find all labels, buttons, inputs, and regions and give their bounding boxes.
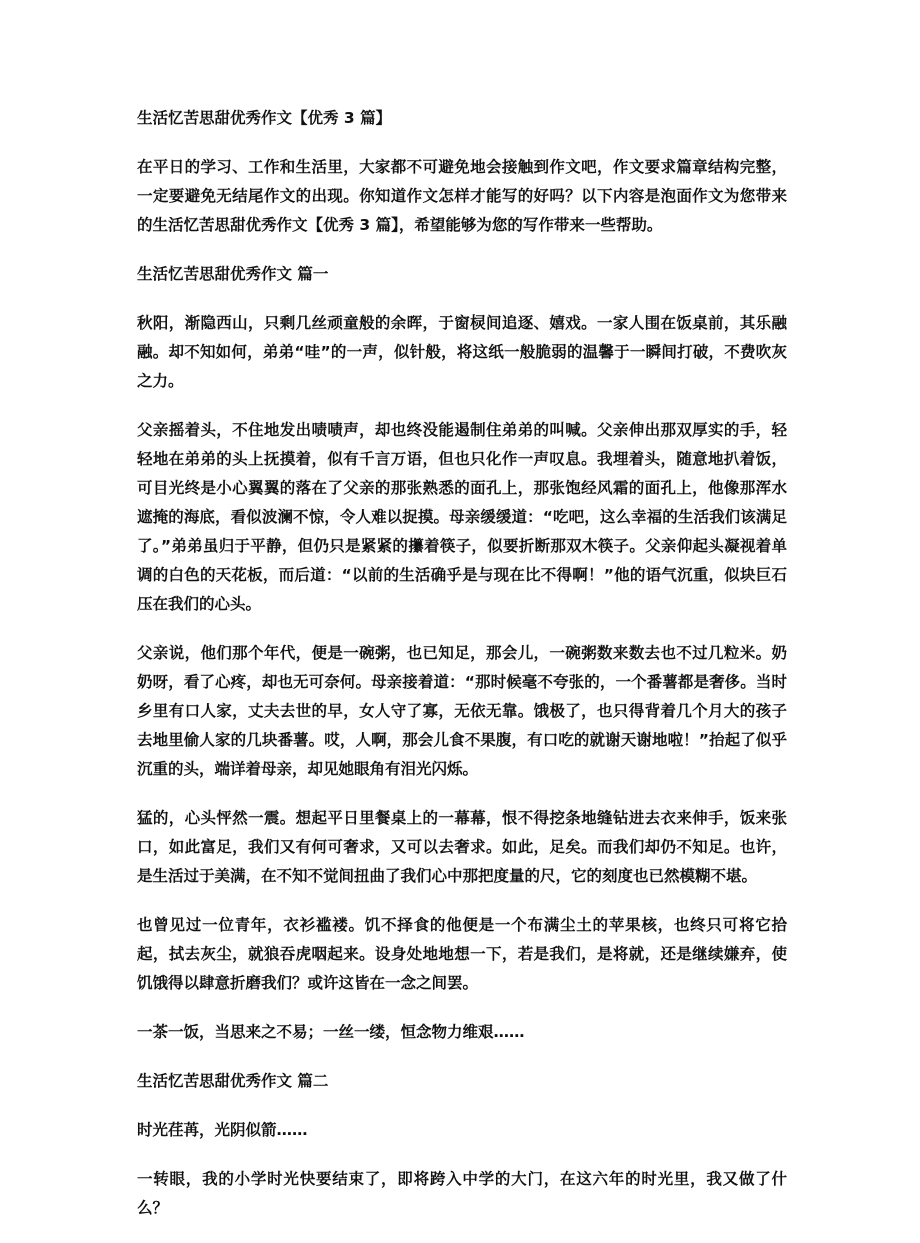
section-1-paragraph: 父亲摇着头，不住地发出啧啧声，却也终没能遏制住弟弟的叫喊。父亲伸出那双厚实的手，轻轻地在弟弟的头上抚摸着，似有千言万语，但也只化作一声叹息。我埋着头，随意地扒着饭，可目光终是小心翼翼的落在了父亲的那张熟悉的面孔上，那张饱经风霜的面孔上，他像那浑水遮掩的海底，看似波澜不惊，令人难以捉摸。母亲缓缓道：“吃吧，这么幸福的生活我们该满足了。”弟弟虽归于平静，但仍只是紧紧的攥着筷子，似要折断那双木筷子。父亲仰起头凝视着单调的白色的天花板，而后道：“以前的生活确乎是与现在比不得啊！”他的语气沉重，似块巨石压在我们的心头。 (137, 421, 787, 613)
document-page (137, 104, 787, 1243)
section-1-paragraph: 父亲说，他们那个年代，便是一碗粥，也已知足，那会儿，一碗粥数来数去也不过几粒米。奶奶呀，看了心疼，却也无可奈何。母亲接着道：“那时候毫不夸张的，一个番薯都是奢侈。当时乡里有口人家，丈夫去世的早，女人守了寡，无依无靠。饿极了，也只得背着几个月大的孩子去地里偷人家的几块番薯。哎，人啊，那会儿食不果腹，有口吃的就谢天谢地啦！”抬起了似乎沉重的头，端详着母亲，却见她眼角有泪光闪烁。 (137, 644, 787, 778)
document-title: 生活忆苦思甜优秀作文【优秀 3 篇】 (137, 109, 392, 127)
section-2-paragraph: 一转眼，我的小学时光快要结束了，即将跨入中学的大门，在这六年的时光里，我又做了什么？ (137, 1170, 787, 1217)
section-2-paragraph: 时光荏苒，光阴似箭…… (137, 1121, 308, 1139)
intro-paragraph: 在平日的学习、工作和生活里，大家都不可避免地会接触到作文吧，作文要求篇章结构完整，一定要避免无结尾作文的出现。你知道作文怎样才能写的好吗？以下内容是泡面作文为您带来的生活忆苦思甜优秀作文【优秀 3 篇】，希望能够为您的写作带来一些帮助。 (137, 158, 787, 234)
section-1-paragraph: 秋阳，渐隐西山，只剩几丝顽童般的余晖，于窗棂间追逐、嬉戏。一家人围在饭桌前，其乐融融。却不知如何，弟弟“哇”的一声，似针般，将这纸一般脆弱的温馨于一瞬间打破，不费吹灰之力。 (137, 314, 787, 390)
section-1-heading: 生活忆苦思甜优秀作文 篇一 (137, 265, 329, 283)
section-1-paragraph: 也曾见过一位青年，衣衫褴褛。饥不择食的他便是一个布满尘土的苹果核，也终只可将它拾起，拭去灰尘，就狼吞虎咽起来。设身处地地想一下，若是我们，是将就，还是继续嫌弃，使饥饿得以肆意折磨我们？或许这皆在一念之间罢。 (137, 916, 787, 992)
section-1-paragraph: 一茶一饭，当思来之不易；一丝一缕，恒念物力维艰…… (137, 1023, 525, 1041)
section-1-paragraph: 猛的，心头怦然一震。想起平日里餐桌上的一幕幕，恨不得挖条地缝钻进去衣来伸手，饭来张口，如此富足，我们又有何可奢求，又可以去奢求。如此，足矣。而我们却仍不知足。也许，是生活过于美满，在不知不觉间扭曲了我们心中那把度量的尺，它的刻度也已然模糊不堪。 (137, 809, 787, 885)
section-2-heading: 生活忆苦思甜优秀作文 篇二 (137, 1072, 329, 1090)
